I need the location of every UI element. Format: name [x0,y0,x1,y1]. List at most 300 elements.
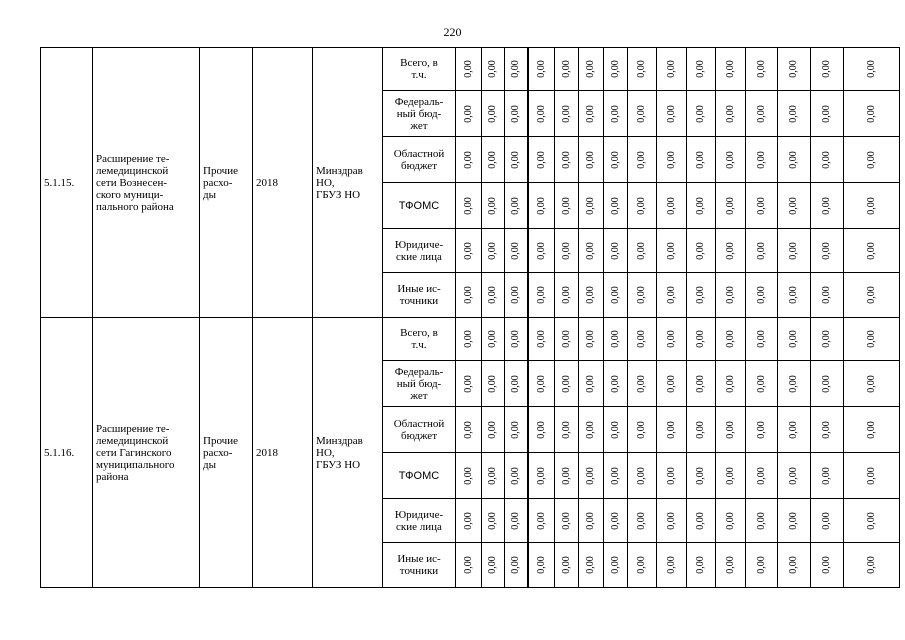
value-text: 0,00 [755,330,767,348]
value-text: 0,00 [724,374,736,393]
value-text: 0,00 [636,374,647,393]
value-cell [579,318,604,361]
value-text: 0,00 [462,286,474,304]
value-text: 0,00 [755,374,767,393]
value-text: 0,00 [865,511,877,530]
value-cell [657,453,687,499]
value-cell [746,137,778,183]
value-cell [778,543,811,588]
value-cell [505,183,528,229]
value-text: 0,00 [665,104,677,123]
value-cell [555,453,579,499]
value-text: 0,00 [695,196,706,215]
value-text: 0,00 [585,466,596,485]
value-text: 0,00 [462,60,474,78]
value-cell [844,137,900,183]
value-text: 0,00 [724,150,736,169]
value-cell [657,361,687,407]
funding-source-label: Юридиче- ские лица [383,499,456,543]
value-text: 0,00 [585,150,596,169]
value-text: 0,00 [636,330,647,348]
value-text: 0,00 [585,60,596,78]
value-text: 0,00 [724,511,736,530]
value-text: 0,00 [509,104,521,123]
value-text: 0,00 [487,420,498,439]
value-cell [716,407,746,453]
value-cell [505,453,528,499]
value-text: 0,00 [560,150,572,169]
value-text: 0,00 [585,374,596,393]
value-cell [604,318,628,361]
value-text: 0,00 [788,150,799,169]
value-cell [778,48,811,91]
value-cell [505,543,528,588]
value-cell [628,273,657,318]
funding-source-label: Федераль- ный бюд- жет [383,91,456,137]
value-text: 0,00 [585,556,596,574]
value-text: 0,00 [560,511,572,530]
value-text: 0,00 [509,556,521,574]
table-row [41,318,900,361]
value-text: 0,00 [462,104,474,123]
value-cell [456,48,482,91]
value-text: 0,00 [535,150,547,169]
value-cell [844,229,900,273]
value-cell [482,273,505,318]
value-cell [482,453,505,499]
value-text: 0,00 [821,60,832,78]
value-cell [657,229,687,273]
value-cell [716,453,746,499]
value-cell [746,48,778,91]
value-text: 0,00 [695,556,706,574]
value-text: 0,00 [724,60,736,78]
value-cell [716,318,746,361]
value-text: 0,00 [788,511,799,530]
value-text: 0,00 [755,150,767,169]
value-text: 0,00 [695,330,706,348]
value-text: 0,00 [724,420,736,439]
value-text: 0,00 [724,466,736,485]
value-text: 0,00 [636,286,647,304]
value-cell [505,407,528,453]
value-text: 0,00 [724,286,736,304]
value-cell [628,183,657,229]
value-cell [687,318,716,361]
value-cell [528,91,555,137]
value-text: 0,00 [665,466,677,485]
value-text: 0,00 [695,511,706,530]
value-cell [456,273,482,318]
value-text: 0,00 [821,196,832,215]
value-text: 0,00 [755,286,767,304]
value-cell [555,229,579,273]
value-cell [555,48,579,91]
value-cell [555,318,579,361]
value-cell [579,229,604,273]
value-text: 0,00 [609,150,621,169]
value-cell [628,361,657,407]
value-text: 0,00 [821,556,832,574]
value-cell [844,453,900,499]
value-cell [844,48,900,91]
value-text: 0,00 [585,511,596,530]
value-cell [604,137,628,183]
value-text: 0,00 [636,150,647,169]
funding-source-label: Областной бюджет [383,137,456,183]
section-expense-type: Прочие расхо- ды [200,48,253,318]
funding-source-label: Иные ис- точники [383,543,456,588]
value-cell [505,318,528,361]
value-text: 0,00 [755,556,767,574]
value-cell [811,137,844,183]
value-text: 0,00 [487,374,498,393]
value-cell [528,48,555,91]
value-text: 0,00 [665,511,677,530]
value-text: 0,00 [487,511,498,530]
value-text: 0,00 [462,196,474,215]
value-cell [716,543,746,588]
value-cell [844,361,900,407]
section-executor: Минздрав НО, ГБУЗ НО [313,318,383,588]
value-cell [604,273,628,318]
value-cell [604,499,628,543]
value-text: 0,00 [609,241,621,260]
value-cell [604,91,628,137]
value-cell [778,137,811,183]
table-row [41,48,900,91]
value-text: 0,00 [636,60,647,78]
value-text: 0,00 [788,466,799,485]
value-cell [555,361,579,407]
value-cell [555,407,579,453]
value-text: 0,00 [509,330,521,348]
funding-source-label: Областной бюджет [383,407,456,453]
value-cell [657,91,687,137]
value-text: 0,00 [695,104,706,123]
value-text: 0,00 [788,556,799,574]
value-cell [657,543,687,588]
value-text: 0,00 [788,420,799,439]
value-cell [579,361,604,407]
value-cell [844,318,900,361]
value-cell [716,183,746,229]
value-cell [811,407,844,453]
value-text: 0,00 [585,330,596,348]
value-text: 0,00 [487,104,498,123]
value-text: 0,00 [609,60,621,78]
funding-source-label: Всего, в т.ч. [383,318,456,361]
value-cell [687,91,716,137]
value-text: 0,00 [665,556,677,574]
funding-source-label: ТФОМС [383,453,456,499]
value-cell [482,361,505,407]
value-cell [811,91,844,137]
value-text: 0,00 [535,196,547,215]
value-cell [746,91,778,137]
value-cell [657,318,687,361]
value-cell [604,229,628,273]
value-cell [456,91,482,137]
value-cell [844,183,900,229]
value-cell [657,48,687,91]
value-text: 0,00 [695,150,706,169]
value-cell [778,361,811,407]
value-text: 0,00 [487,60,498,78]
value-cell [604,48,628,91]
value-cell [604,543,628,588]
value-text: 0,00 [609,420,621,439]
value-text: 0,00 [487,330,498,348]
value-cell [579,137,604,183]
value-cell [505,48,528,91]
value-text: 0,00 [560,60,572,78]
value-text: 0,00 [821,420,832,439]
value-text: 0,00 [462,420,474,439]
value-cell [579,48,604,91]
value-cell [555,499,579,543]
value-text: 0,00 [865,330,877,348]
value-text: 0,00 [755,104,767,123]
value-cell [628,318,657,361]
value-text: 0,00 [560,374,572,393]
value-text: 0,00 [821,150,832,169]
value-text: 0,00 [609,104,621,123]
value-text: 0,00 [462,511,474,530]
value-text: 0,00 [865,150,877,169]
value-cell [716,361,746,407]
value-text: 0,00 [821,374,832,393]
value-cell [687,273,716,318]
value-text: 0,00 [788,104,799,123]
value-text: 0,00 [788,330,799,348]
value-cell [482,48,505,91]
value-cell [456,183,482,229]
value-cell [528,407,555,453]
value-cell [657,407,687,453]
value-text: 0,00 [636,466,647,485]
value-text: 0,00 [865,556,877,574]
value-cell [778,499,811,543]
value-cell [482,499,505,543]
value-cell [555,137,579,183]
value-cell [687,137,716,183]
funding-source-label: ТФОМС [383,183,456,229]
value-cell [505,499,528,543]
value-text: 0,00 [788,286,799,304]
value-text: 0,00 [865,60,877,78]
funding-source-label: Юридиче- ские лица [383,229,456,273]
value-text: 0,00 [755,60,767,78]
value-cell [716,137,746,183]
value-cell [456,499,482,543]
value-text: 0,00 [665,286,677,304]
value-text: 0,00 [865,374,877,393]
value-cell [579,91,604,137]
value-text: 0,00 [487,466,498,485]
value-cell [844,273,900,318]
value-cell [555,91,579,137]
page-number: 220 [443,25,462,39]
value-text: 0,00 [462,556,474,574]
value-cell [482,318,505,361]
value-cell [746,543,778,588]
value-text: 0,00 [509,196,521,215]
value-cell [746,361,778,407]
value-text: 0,00 [462,330,474,348]
value-cell [778,453,811,499]
value-text: 0,00 [560,420,572,439]
value-cell [811,453,844,499]
value-text: 0,00 [636,420,647,439]
value-cell [528,229,555,273]
value-text: 0,00 [535,420,547,439]
value-text: 0,00 [535,104,547,123]
value-text: 0,00 [788,60,799,78]
value-cell [687,361,716,407]
value-text: 0,00 [535,330,547,348]
value-text: 0,00 [788,374,799,393]
value-cell [746,318,778,361]
value-text: 0,00 [560,466,572,485]
value-text: 0,00 [724,241,736,260]
value-cell [778,407,811,453]
value-cell [811,273,844,318]
value-cell [456,407,482,453]
value-cell [579,499,604,543]
value-text: 0,00 [509,241,521,260]
value-text: 0,00 [585,196,596,215]
value-text: 0,00 [509,420,521,439]
value-cell [604,361,628,407]
value-cell [811,229,844,273]
value-text: 0,00 [665,241,677,260]
value-cell [555,543,579,588]
value-text: 0,00 [865,241,877,260]
value-cell [456,361,482,407]
section-year: 2018 [253,318,313,588]
value-cell [528,499,555,543]
value-text: 0,00 [821,241,832,260]
section-id: 5.1.16. [41,318,93,588]
value-text: 0,00 [821,330,832,348]
value-text: 0,00 [609,374,621,393]
value-cell [811,48,844,91]
value-text: 0,00 [665,150,677,169]
value-cell [579,273,604,318]
value-cell [505,137,528,183]
value-cell [687,453,716,499]
value-cell [628,48,657,91]
value-text: 0,00 [665,374,677,393]
value-text: 0,00 [560,286,572,304]
value-text: 0,00 [665,196,677,215]
value-text: 0,00 [560,241,572,260]
value-text: 0,00 [509,286,521,304]
value-cell [657,137,687,183]
value-cell [505,91,528,137]
value-cell [811,499,844,543]
value-cell [628,499,657,543]
value-text: 0,00 [585,286,596,304]
value-text: 0,00 [535,374,547,393]
value-cell [716,229,746,273]
value-cell [482,183,505,229]
value-cell [746,407,778,453]
value-text: 0,00 [462,150,474,169]
value-cell [482,137,505,183]
value-cell [657,273,687,318]
value-cell [778,229,811,273]
value-text: 0,00 [585,241,596,260]
value-text: 0,00 [462,241,474,260]
value-text: 0,00 [487,150,498,169]
value-text: 0,00 [509,511,521,530]
value-cell [528,318,555,361]
value-text: 0,00 [755,466,767,485]
value-text: 0,00 [462,374,474,393]
funding-source-label: Всего, в т.ч. [383,48,456,91]
value-text: 0,00 [821,511,832,530]
value-cell [746,453,778,499]
value-cell [505,273,528,318]
value-text: 0,00 [509,150,521,169]
value-text: 0,00 [509,466,521,485]
value-text: 0,00 [865,420,877,439]
value-cell [505,229,528,273]
value-cell [811,361,844,407]
value-cell [778,318,811,361]
value-text: 0,00 [535,241,547,260]
value-cell [628,229,657,273]
section-description: Расширение те- лемедицинской сети Гагинского муниципального района [93,318,200,588]
value-cell [657,499,687,543]
value-cell [628,543,657,588]
value-cell [844,407,900,453]
value-text: 0,00 [535,556,547,574]
value-cell [604,407,628,453]
value-cell [687,499,716,543]
value-text: 0,00 [695,286,706,304]
value-text: 0,00 [821,286,832,304]
section-executor: Минздрав НО, ГБУЗ НО [313,48,383,318]
value-cell [811,318,844,361]
value-cell [482,229,505,273]
value-cell [746,499,778,543]
value-text: 0,00 [560,196,572,215]
value-text: 0,00 [695,420,706,439]
value-text: 0,00 [755,420,767,439]
value-text: 0,00 [560,104,572,123]
value-cell [687,183,716,229]
value-cell [528,361,555,407]
value-text: 0,00 [609,330,621,348]
value-cell [778,273,811,318]
value-cell [456,543,482,588]
budget-table [40,47,900,588]
value-cell [811,543,844,588]
value-text: 0,00 [509,374,521,393]
value-cell [628,453,657,499]
value-cell [528,543,555,588]
value-text: 0,00 [695,241,706,260]
value-cell [687,48,716,91]
value-text: 0,00 [462,466,474,485]
value-text: 0,00 [560,330,572,348]
value-cell [716,48,746,91]
value-text: 0,00 [636,196,647,215]
value-text: 0,00 [695,60,706,78]
